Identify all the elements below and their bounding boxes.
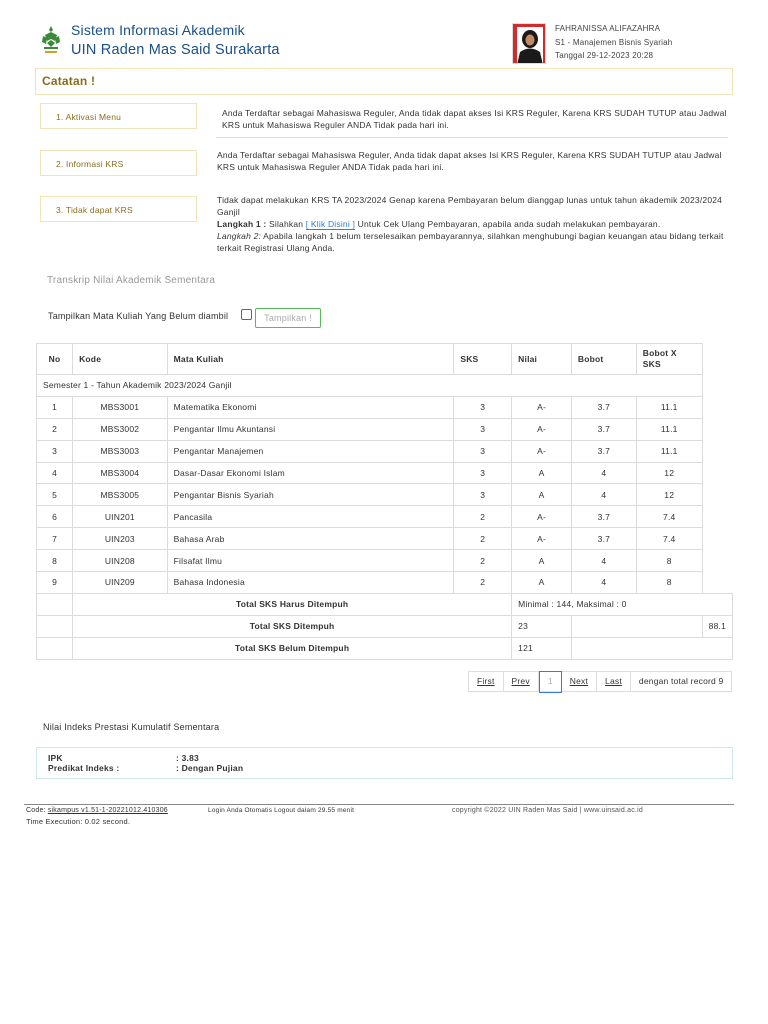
note-cannot-krs-button[interactable]: 3. Tidak dapat KRS [40, 196, 197, 222]
check-payment-link[interactable]: [ Klik Disini ] [305, 219, 356, 229]
cell-bobot: 4 [571, 462, 636, 484]
cell-no: 4 [37, 462, 73, 484]
total-required-value: Minimal : 144, Maksimal : 0 [512, 593, 733, 615]
table-row [37, 440, 733, 462]
pager-last[interactable]: Last [597, 672, 631, 691]
footer-divider [24, 804, 734, 805]
cell-mata-kuliah: Matematika Ekonomi [167, 396, 454, 418]
pager-current-page[interactable]: 1 [539, 671, 562, 693]
cell-sks: 2 [454, 550, 512, 572]
total-required-row [37, 593, 733, 615]
cell-kode: MBS3003 [73, 440, 168, 462]
cell-bobot: 4 [571, 550, 636, 572]
pager-first[interactable]: First [469, 672, 504, 691]
university-name: UIN Raden Mas Said Surakarta [71, 42, 280, 58]
cell-bobot: 3.7 [571, 528, 636, 550]
cell-bobot-x-sks: 12 [636, 484, 702, 506]
table-row [37, 506, 733, 528]
cell-bobot-x-sks: 12 [636, 462, 702, 484]
pager-record-info: dengan total record 9 [638, 676, 724, 686]
cell-nilai: A- [512, 440, 572, 462]
cell-bobot: 3.7 [571, 396, 636, 418]
cell-mata-kuliah: Bahasa Indonesia [167, 572, 454, 594]
cell-sks: 2 [454, 506, 512, 528]
transcript-title: Transkrip Nilai Akademik Sementara [47, 275, 216, 286]
total-taken-label: Total SKS Ditempuh [73, 615, 512, 637]
note-activation-menu-button[interactable]: 1. Aktivasi Menu [40, 103, 197, 129]
pager-next[interactable]: Next [562, 672, 597, 691]
cell-no: 6 [37, 506, 73, 528]
col-kode: Kode [73, 344, 168, 375]
ipk-value: : 3.83 [176, 753, 199, 763]
step1-post: Untuk Cek Ulang Pembayaran, apabila anda sudah melakukan pembayaran. [357, 219, 661, 229]
cell-bobot-x-sks: 7.4 [636, 528, 702, 550]
cell-no: 5 [37, 484, 73, 506]
cell-sks: 2 [454, 528, 512, 550]
cell-no: 7 [37, 528, 73, 550]
show-untaken-checkbox[interactable] [241, 309, 252, 320]
cell-sks: 3 [454, 440, 512, 462]
cell-no: 3 [37, 440, 73, 462]
footer-copyright: copyright ©2022 UIN Raden Mas Said | www.uinsaid.ac.id [452, 807, 643, 814]
predicate-label: Predikat Indeks : [48, 763, 120, 773]
divider [216, 137, 728, 138]
cell-kode: MBS3004 [73, 462, 168, 484]
cell-mata-kuliah: Dasar-Dasar Ekonomi Islam [167, 462, 454, 484]
note-krs-info-button[interactable]: 2. Informasi KRS [40, 150, 197, 176]
cell-sks: 3 [454, 484, 512, 506]
cell-bobot-x-sks: 11.1 [636, 418, 702, 440]
table-row [37, 462, 733, 484]
show-button[interactable]: Tampilkan ! [255, 308, 321, 328]
cell-nilai: A- [512, 506, 572, 528]
total-required-label: Total SKS Harus Ditempuh [73, 593, 512, 615]
cell-mata-kuliah: Pancasila [167, 506, 454, 528]
cell-bobot-x-sks: 8 [636, 572, 702, 594]
note-step-1 [217, 218, 731, 230]
col-mata-kuliah: Mata Kuliah [167, 344, 454, 375]
cell-nilai: A- [512, 528, 572, 550]
step2-label: Langkah 2: [217, 231, 262, 241]
total-remaining-value: 121 [512, 637, 572, 659]
cell-bobot-x-sks: 11.1 [636, 440, 702, 462]
note-cannot-krs-main: Tidak dapat melakukan KRS TA 2023/2024 Genap karena Pembayaran belum dianggap lunas untuk tahun akademik 2023/2024 Ganjil [217, 195, 723, 217]
app-title: Sistem Informasi Akademik [71, 22, 245, 38]
note-activation-text: Anda Terdaftar sebagai Mahasiswa Reguler, Anda tidak dapat akses Isi KRS Reguler, Karena KRS SUDAH TUTUP atau Jadwal KRS untuk Mahasiswa Reguler ANDA Tidak pada hari ini. [222, 108, 727, 130]
total-taken-row [37, 615, 733, 637]
cell-mata-kuliah: Pengantar Manajemen [167, 440, 454, 462]
step1-pre: Silahkan [269, 219, 304, 229]
semester-row [37, 375, 733, 397]
total-taken-sks: 23 [512, 615, 572, 637]
cell-no: 1 [37, 396, 73, 418]
footer-code-label: Code: [26, 807, 46, 814]
note-krs-info-text: Anda Terdaftar sebagai Mahasiswa Reguler, Anda tidak dapat akses Isi KRS Reguler, Karena KRS SUDAH TUTUP atau Jadwal KRS untuk Mahasiswa Reguler ANDA Tidak pada hari ini. [217, 150, 722, 172]
cell-mata-kuliah: Bahasa Arab [167, 528, 454, 550]
cell-sks: 3 [454, 462, 512, 484]
total-taken-bxs: 88.1 [702, 615, 732, 637]
col-bobot: Bobot [571, 344, 636, 375]
notes-title: Catatan ! [42, 74, 96, 88]
cell-nilai: A [512, 484, 572, 506]
footer-logout-info: Login Anda Otomatis Logout dalam 29.55 menit [208, 807, 355, 814]
cell-no: 9 [37, 572, 73, 594]
step2-text: Apabila langkah 1 belum terselesaikan pembayarannya, silahkan menghubungi bagian keuangan atau bidang terkait terkait Registrasi Ulang Anda. [217, 231, 724, 253]
user-program: S1 - Manajemen Bisnis Syariah [555, 38, 673, 47]
footer-execution-time: Time Execution: 0.02 second. [26, 817, 131, 826]
cell-no: 2 [37, 418, 73, 440]
cell-nilai: A [512, 550, 572, 572]
cell-bobot-x-sks: 7.4 [636, 506, 702, 528]
table-row [37, 528, 733, 550]
table-row [37, 418, 733, 440]
col-bobot-x-sks: Bobot X SKS [636, 344, 702, 375]
cell-mata-kuliah: Filsafat Ilmu [167, 550, 454, 572]
cell-nilai: A- [512, 396, 572, 418]
cell-nilai: A- [512, 418, 572, 440]
cell-sks: 3 [454, 418, 512, 440]
footer-code-value[interactable]: sikampus v1.51-1-20221012.410306 [47, 807, 168, 814]
col-no: No [37, 344, 73, 375]
ipk-panel [36, 747, 733, 779]
filter-label: Tampilkan Mata Kuliah Yang Belum diambil [48, 311, 229, 321]
col-sks: SKS [454, 344, 512, 375]
cell-mata-kuliah: Pengantar Ilmu Akuntansi [167, 418, 454, 440]
table-header-row [37, 344, 733, 375]
cell-kode: UIN209 [73, 572, 168, 594]
user-name: FAHRANISSA ALIFAZAHRA [555, 24, 661, 33]
pagination [468, 671, 732, 692]
cell-kode: MBS3002 [73, 418, 168, 440]
cell-bobot: 3.7 [571, 506, 636, 528]
cell-sks: 2 [454, 572, 512, 594]
cell-kode: UIN203 [73, 528, 168, 550]
cell-kode: MBS3005 [73, 484, 168, 506]
login-date: Tanggal 29-12-2023 20:28 [555, 51, 654, 60]
cell-sks: 3 [454, 396, 512, 418]
cell-kode: UIN208 [73, 550, 168, 572]
predicate-value: : Dengan Pujian [176, 763, 244, 773]
total-remaining-row [37, 637, 733, 659]
cell-bobot: 4 [571, 572, 636, 594]
cell-kode: MBS3001 [73, 396, 168, 418]
cell-kode: UIN201 [73, 506, 168, 528]
cell-bobot: 3.7 [571, 418, 636, 440]
table-row [37, 572, 733, 594]
step1-label: Langkah 1 : [217, 219, 267, 229]
table-row [37, 550, 733, 572]
note-cannot-krs-text [217, 194, 731, 254]
cell-nilai: A [512, 572, 572, 594]
total-remaining-label: Total SKS Belum Ditempuh [73, 637, 512, 659]
table-row [37, 484, 733, 506]
notes-panel [35, 68, 733, 95]
cell-nilai: A [512, 462, 572, 484]
cell-bobot-x-sks: 8 [636, 550, 702, 572]
footer-code [26, 807, 168, 814]
university-logo-icon [38, 24, 64, 56]
table-row [37, 396, 733, 418]
ipk-section-title: Nilai Indeks Prestasi Kumulatif Sementara [43, 722, 220, 732]
avatar [512, 23, 546, 64]
ipk-label: IPK [48, 753, 63, 763]
note-step-2 [217, 230, 731, 254]
cell-bobot-x-sks: 11.1 [636, 396, 702, 418]
cell-bobot: 4 [571, 484, 636, 506]
semester-label: Semester 1 - Tahun Akademik 2023/2024 Ganjil [37, 375, 703, 397]
page-header [0, 0, 768, 68]
cell-no: 8 [37, 550, 73, 572]
cell-mata-kuliah: Pengantar Bisnis Syariah [167, 484, 454, 506]
transcript-table [36, 343, 733, 660]
pager-prev[interactable]: Prev [504, 672, 539, 691]
cell-bobot: 3.7 [571, 440, 636, 462]
col-nilai: Nilai [512, 344, 572, 375]
